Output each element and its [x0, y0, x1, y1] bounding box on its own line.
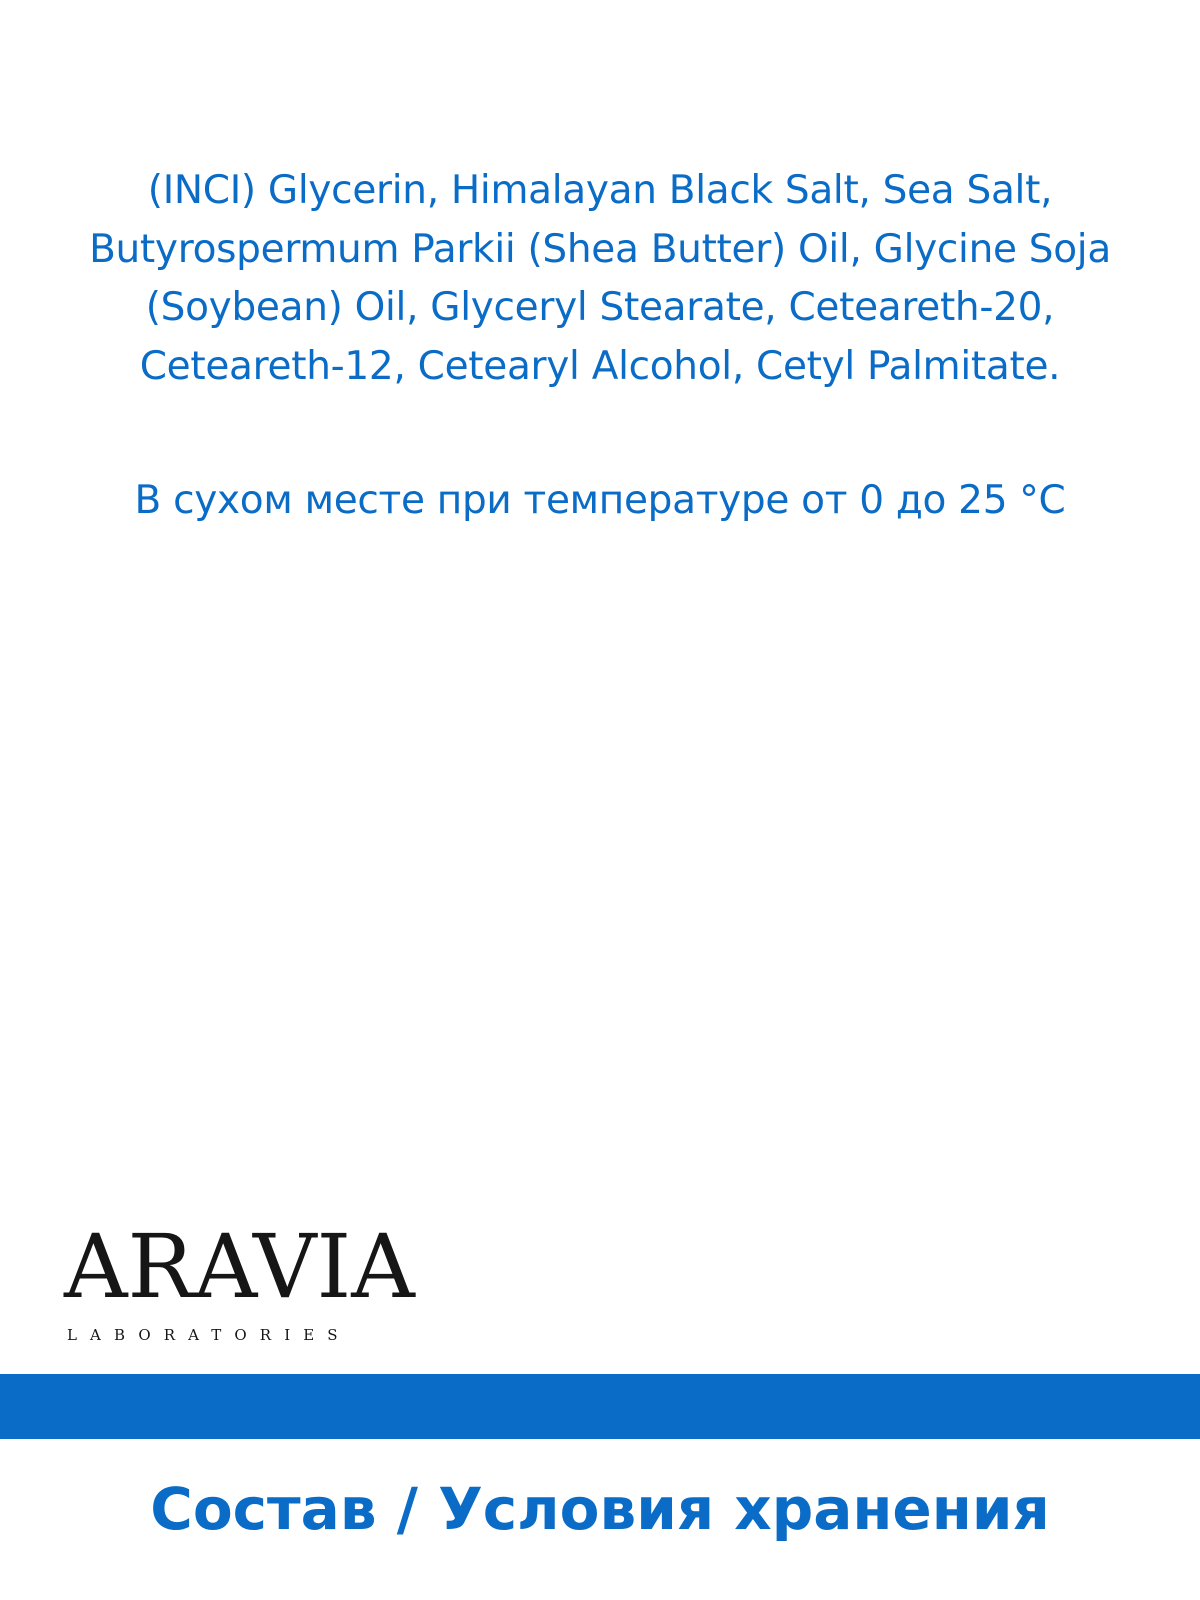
ingredients-line: Ceteareth-12, Cetearyl Alcohol, Cetyl Palmitate. — [139, 343, 1061, 389]
logo-subtitle: LABORATORIES — [67, 1326, 351, 1344]
ingredients-line: (INCI) Glycerin, Himalayan Black Salt, Sea Salt, — [147, 168, 1053, 213]
ingredients-line: Butyrospermum Parkii (Shea Butter) Oil, Glycine Soja — [89, 226, 1111, 272]
page-caption: Состав / Условия хранения — [150, 1475, 1050, 1543]
logo-brand: ARAVIA — [64, 1215, 415, 1318]
storage-conditions: В сухом месте при температуре от 0 до 25 °C — [134, 478, 1066, 523]
aravia-logo — [64, 1215, 415, 1344]
ingredients-line: (Soybean) Oil, Glyceryl Stearate, Ceteareth-20, — [145, 285, 1055, 330]
ingredients-text — [40, 162, 1160, 396]
accent-band — [0, 1374, 1200, 1439]
